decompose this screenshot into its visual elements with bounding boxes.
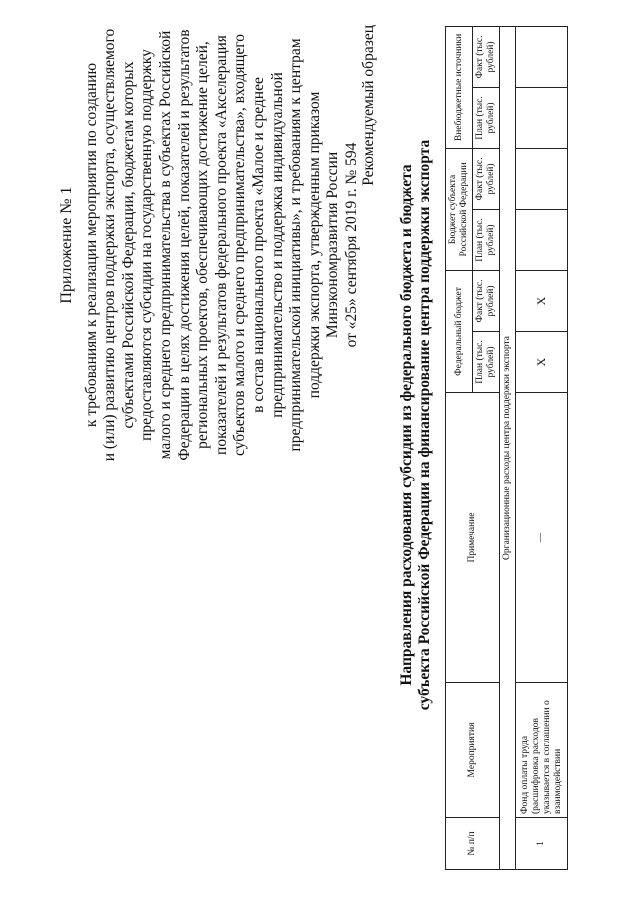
header-note: Примечание [446, 393, 500, 683]
appendix-line: субъектами Российской Федерации, бюджетам которых [119, 61, 137, 429]
row-reg-plan [516, 209, 568, 270]
appendix-line: региональных проектов, обеспечивающих достижение целей, [194, 41, 212, 449]
appendix-line: предоставляются субсидии на государственную поддержку [138, 49, 156, 441]
appendix-line: поддержки экспорта, утвержденным приказом [305, 91, 323, 399]
appendix-line: Минэкономразвития России [324, 151, 342, 339]
header-activity: Мероприятия [446, 683, 500, 818]
header-num: № п/п [446, 818, 500, 870]
header-row-1 [446, 26, 473, 869]
row-off-plan [516, 87, 568, 148]
header-reg-plan: План (тыс. рублей) [473, 209, 500, 270]
header-regional: Бюджет субъекта Российской Федерации [446, 148, 473, 270]
row-fed-plan: Х [516, 332, 568, 393]
header-offbudget: Внебюджетные источники [446, 26, 473, 148]
expenses-table [445, 26, 568, 870]
row-note: — [516, 393, 568, 683]
appendix-line: показателей и результатов федерального проекта «Акселерация [212, 35, 230, 455]
appendix-line: к требованиям к реализации мероприятия по созданию [82, 62, 100, 428]
table-row [516, 26, 568, 869]
appendix-line: от «25» сентября 2019 г. № 594 [342, 142, 360, 348]
header-off-fact: Факт (тыс. рублей) [473, 26, 500, 87]
title-line-1: Направления расходования субсидии из федерального бюджета и бюджета [398, 164, 415, 686]
appendix-line: предпринимательство и поддержка индивидуальной [268, 72, 286, 418]
appendix-line: субъектов малого и среднего предпринимательства», входящего [231, 33, 249, 457]
appendix-line: малого и среднего предпринимательства в субъектах Российской [156, 30, 174, 460]
row-num: 1 [516, 818, 568, 870]
appendix-heading: Приложение № 1 [58, 186, 75, 304]
appendix-line: в состав национального проекта «Малое и среднее [249, 77, 267, 413]
header-fed-plan: План (тыс. рублей) [473, 332, 500, 393]
appendix-line: предпринимательской инициативы», и требованиям к центрам [287, 38, 305, 452]
header-federal: Федеральный бюджет [446, 270, 473, 392]
sample-label: Рекомендуемый образец [360, 25, 377, 186]
section-row [500, 26, 516, 869]
appendix-line: и (или) развитию центров поддержки экспорта, осуществляемого [101, 28, 119, 462]
row-reg-fact [516, 148, 568, 209]
header-reg-fact: Факт (тыс. рублей) [473, 148, 500, 209]
appendix-block [58, 25, 362, 465]
row-activity: Фонд оплаты труда (расшифровка расходов указывается в соглашении о взаимодействии [516, 683, 568, 818]
title-line-2: субъекта Российской Федерации на финансирование центра поддержки экспорта [416, 139, 433, 711]
header-off-plan: План (тыс. рублей) [473, 87, 500, 148]
row-fed-fact: Х [516, 270, 568, 331]
row-off-fact [516, 26, 568, 87]
header-fed-fact: Факт (тыс. рублей) [473, 270, 500, 331]
document-title [398, 65, 434, 785]
appendix-line: Федерации в целях достижения целей, показателей и результатов [175, 29, 193, 461]
section-title: Организационные расходы центра поддержки экспорта [500, 26, 516, 869]
